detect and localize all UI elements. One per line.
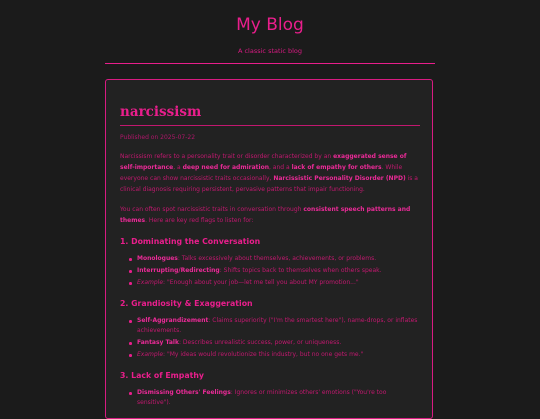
list-item: Example: "My ideas would revolutionize this industry, but no one gets me."	[137, 350, 418, 360]
bullet-icon	[129, 392, 132, 395]
post-card	[105, 79, 433, 419]
list-item: Monologues: Talks excessively about themselves, achievements, or problems.	[137, 254, 418, 264]
section-heading: 3. Lack of Empathy	[120, 371, 204, 380]
site-header	[0, 0, 540, 55]
bullet-icon	[129, 258, 132, 261]
list-item: Interrupting/Redirecting: Shifts topics back to themselves when others speak.	[137, 266, 418, 276]
flag-list	[120, 388, 418, 408]
list-item: Self-Aggrandizement: Claims superiority ("I'm the smartest here"), name-drops, or inflates achievements.	[137, 316, 418, 336]
section-heading: 2. Grandiosity & Exaggeration	[120, 299, 253, 308]
bullet-icon	[129, 354, 132, 357]
bullet-icon	[129, 282, 132, 285]
bullet-icon	[129, 342, 132, 345]
intro-paragraph: Narcissism refers to a personality trait or disorder characterized by an exaggerated sense of self-importance, a deep need for admiration, and a lack of empathy for others. While everyone can show narcissistic traits occasionally, Narcissistic Personality Disorder (NPD) is a clinical diagnosis requiring persistent, pervasive patterns that impair functioning.	[120, 153, 418, 193]
list-item: Fantasy Talk: Describes unrealistic success, power, or uniqueness.	[137, 338, 418, 348]
site-title[interactable]: My Blog	[236, 15, 304, 35]
post-title: narcissism	[120, 104, 202, 120]
title-divider	[120, 125, 420, 126]
bullet-icon	[129, 320, 132, 323]
publish-date: Published on 2025-07-22	[120, 134, 196, 141]
bullet-icon	[129, 270, 132, 273]
section-heading: 1. Dominating the Conversation	[120, 237, 261, 246]
header-divider	[105, 63, 435, 64]
list-item: Example: "Enough about your job—let me tell you about MY promotion..."	[137, 278, 418, 288]
red-flags-paragraph: You can often spot narcissistic traits in conversation through consistent speech patterns and themes. Here are key red flags to listen for:	[120, 206, 411, 224]
flag-list	[120, 254, 418, 288]
site-subtitle: A classic static blog	[237, 47, 303, 55]
list-item: Dismissing Others' Feelings: Ignores or minimizes others' emotions ("You're too sensitive").	[137, 388, 418, 408]
flag-list	[120, 316, 418, 360]
